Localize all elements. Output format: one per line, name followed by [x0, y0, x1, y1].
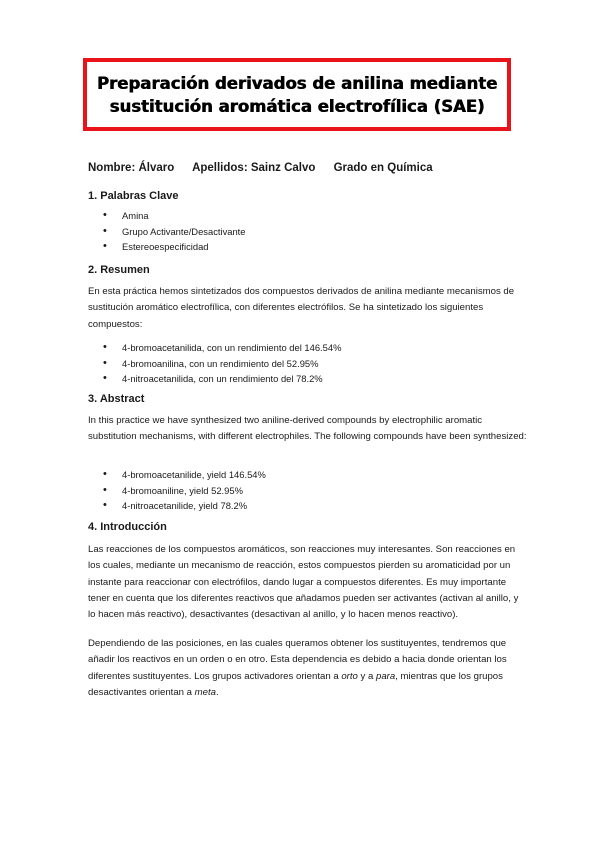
intro-p2-text-a: Dependiendo de las posiciones, en las cuales queramos obtener los sustituyentes, tendremos que añadir los reactivos en un orden o en otro. Esta dependencia es debido a hacia donde orientan los diferentes sustituyentes. Los grupos activadores orientan a [88, 638, 507, 682]
title-line-1: Preparación derivados de anilina mediante [96, 73, 498, 93]
intro-paragraph-1: Las reacciones de los compuestos aromáticos, son reacciones muy interesantes. Son reacciones en los cuales, mediante un mecanismo de reacción, estos compuestos pierden su aromaticidad por un instante para reaccionar con electrófilos, dando lugar a compuestos diferentes. Es muy importante tener en cuenta que los diferentes reactivos que añadamos pueden ser activantes (activan al anillo, y lo hacen más reactivo), desactivantes (desactivan al anillo, y lo hacen menos reactivo). [88, 544, 519, 621]
list-item: • Amina [88, 208, 246, 224]
author-name: Nombre: Álvaro [88, 162, 175, 174]
list-item: • 4-nitroacetanilide, yield 78.2% [88, 498, 266, 514]
summary-heading: 2. Resumen [88, 264, 150, 276]
list-item: • 4-bromoacetanilide, yield 146.54% [88, 467, 266, 483]
list-item: • 4-bromoaniline, yield 52.95% [88, 483, 266, 499]
title-line-2: sustitución aromática electrofílica (SAE) [109, 96, 485, 116]
list-item: • Grupo Activante/Desactivante [88, 224, 246, 240]
intro-paragraph-2 [88, 636, 528, 701]
summary-list [88, 340, 341, 387]
intro-p2-text-d: . [216, 686, 219, 698]
intro-p2-text-c: , mientras que los grupos desactivantes orientan a [88, 670, 503, 698]
intro-heading: 4. Introducción [88, 521, 167, 533]
author-degree: Grado en Química [333, 162, 433, 174]
intro-p2-meta: meta [194, 686, 217, 698]
intro-p2-orto: orto [341, 670, 358, 682]
abstract-list [88, 467, 266, 514]
abstract-text: In this practice we have synthesized two aniline-derived compounds by electrophilic aromatic substitution mechanisms, with different electrophiles. The following compounds have been synthesized: [88, 415, 527, 443]
list-item: • 4-nitroacetanilida, con un rendimiento del 78.2% [88, 371, 341, 387]
author-line [88, 162, 448, 174]
summary-text: En esta práctica hemos sintetizados dos compuestos derivados de anilina mediante mecanismos de sustitución aromático electrofílica, con diferentes electrófilos. Se ha sintetizado los siguientes compuestos: [88, 286, 515, 330]
keywords-heading: 1. Palabras Clave [88, 190, 179, 202]
intro-p2-text-b: y a [357, 670, 377, 682]
list-item: • Estereoespecificidad [88, 239, 246, 255]
list-item: • 4-bromoacetanilida, con un rendimiento del 146.54% [88, 340, 341, 356]
list-item: • 4-bromoanilina, con un rendimiento del 52.95% [88, 356, 341, 372]
intro-p2-para: para [376, 670, 396, 682]
title-box [83, 58, 511, 131]
keywords-list [88, 208, 246, 255]
abstract-heading: 3. Abstract [88, 393, 145, 405]
author-surnames: Apellidos: Sainz Calvo [192, 162, 316, 174]
